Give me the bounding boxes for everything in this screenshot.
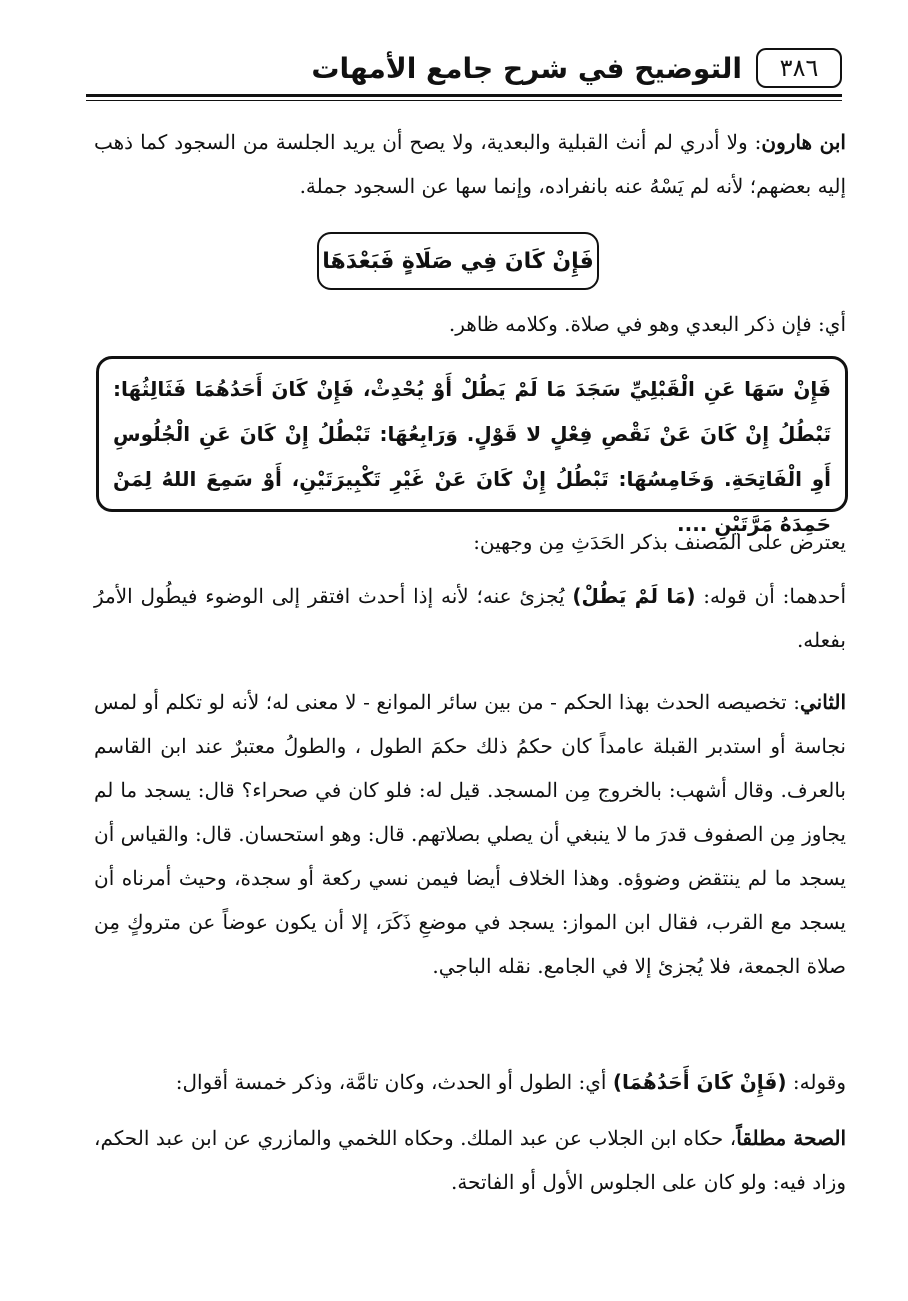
paragraph-text: يُجزئ عنه؛ لأنه إذا أحدث افتقر إلى الوضوء فيطُول الأمرُ بفعله. [94,584,846,652]
paragraph-lead: الصحة مطلقاً [736,1126,846,1150]
paragraph-ibn-harun [94,120,846,208]
speaker-name: ابن هارون [761,130,846,154]
page-number: ٣٨٦ [756,48,842,88]
paragraph-text: : ولا أدري لم أنث القبلية والبعدية، ولا يصح أن يريد الجلسة من السجود كما ذهب إليه بعضهم؛ لأنه لم يَسْهُ عنه بانفراده، وإنما سها عن السجود جملة. [94,130,846,198]
paragraph-objection-intro: يعترض على المصنف بذكر الحَدَثِ مِن وجهين: [473,530,846,554]
paragraph-first-objection [94,574,846,662]
paragraph-lead: الثاني [799,690,846,714]
paragraph-first-opinion [94,1116,846,1204]
matn-heading: فَإِنْ كَانَ فِي صَلَاةٍ فَبَعْدَهَا [317,232,599,290]
header-rule [86,94,842,97]
page-header [86,48,842,100]
paragraph-text: أحدهما: أن قوله: [695,584,847,608]
paragraph-second-objection [94,680,846,988]
inline-quote: (فَإِنْ كَانَ أَحَدُهُمَا) [612,1070,787,1094]
header-rule-thin [86,100,842,101]
paragraph-text: وقوله: [786,1070,846,1094]
paragraph-five-opinions [94,1060,846,1104]
paragraph-explanation: أي: فإن ذكر البعدي وهو في صلاة. وكلامه ظاهر. [448,312,846,336]
inline-quote: (مَا لَمْ يَطُلْ) [572,584,696,608]
paragraph-text: : تخصيصه الحدث بهذا الحكم - من بين سائر الموانع - لا معنى له؛ لأنه لو تكلم أو لمس نجاسة أو استدبر القبلة عامداً كان حكمُ ذلك حكمَ الطول ، والطولُ معتبرٌ عند ابن القاسم بالعرف. وقال أشهب: بالخروج مِن المسجد. قيل له: فلو كان في صحراء؟ قال: يسجد ما لم يجاوز مِن الصفوف قدرَ ما لا ينبغي أن يصلي بصلاتهم. قال: وهو استحسان. قال: والقياس أن يسجد ما لم ينتقض وضوؤه. وهذا الخلاف أيضا فيمن نسي ركعة أو سجدة، وحيث أمرناه أن يسجد مع القرب، فقال ابن المواز: يسجد في موضعِ ذَكَرَ، إلا أن يكون عوضاً عن متروكٍ مِن صلاة الجمعة، فلا يُجزئ إلا في الجامع. نقله الباجي. [94,690,846,978]
paragraph-text: أي: الطول أو الحدث، وكان تامَّة، وذكر خمسة أقوال: [175,1070,613,1094]
paragraph-text: ، حكاه ابن الجلاب عن عبد الملك. وحكاه اللخمي والمازري عن ابن عبد الحكم، وزاد فيه: ولو كان على الجلوس الأول أو الفاتحة. [94,1126,846,1194]
book-title: التوضيح في شرح جامع الأمهات [311,52,742,85]
matn-quote-box: فَإِنْ سَهَا عَنِ الْقَبْلِيِّ سَجَدَ مَا لَمْ يَطُلْ أَوْ يُحْدِثْ، فَإِنْ كَانَ أَحَدُهُمَا فَثَالِثُهَا: تَبْطُلُ إِنْ كَانَ عَنْ نَقْصِ فِعْلٍ لا قَوْلٍ. وَرَابِعُهَا: تَبْطُلُ إِنْ كَانَ عَنِ الْجُلُوسِ أَوِ الْفَاتِحَةِ. وَخَامِسُهَا: تَبْطُلُ إِنْ كَانَ عَنْ غَيْرِ تَكْبِيرَتَيْنِ، أَوْ سَمِعَ اللهُ لِمَنْ حَمِدَهُ مَرَّتَيْنِ .... [96,356,848,512]
